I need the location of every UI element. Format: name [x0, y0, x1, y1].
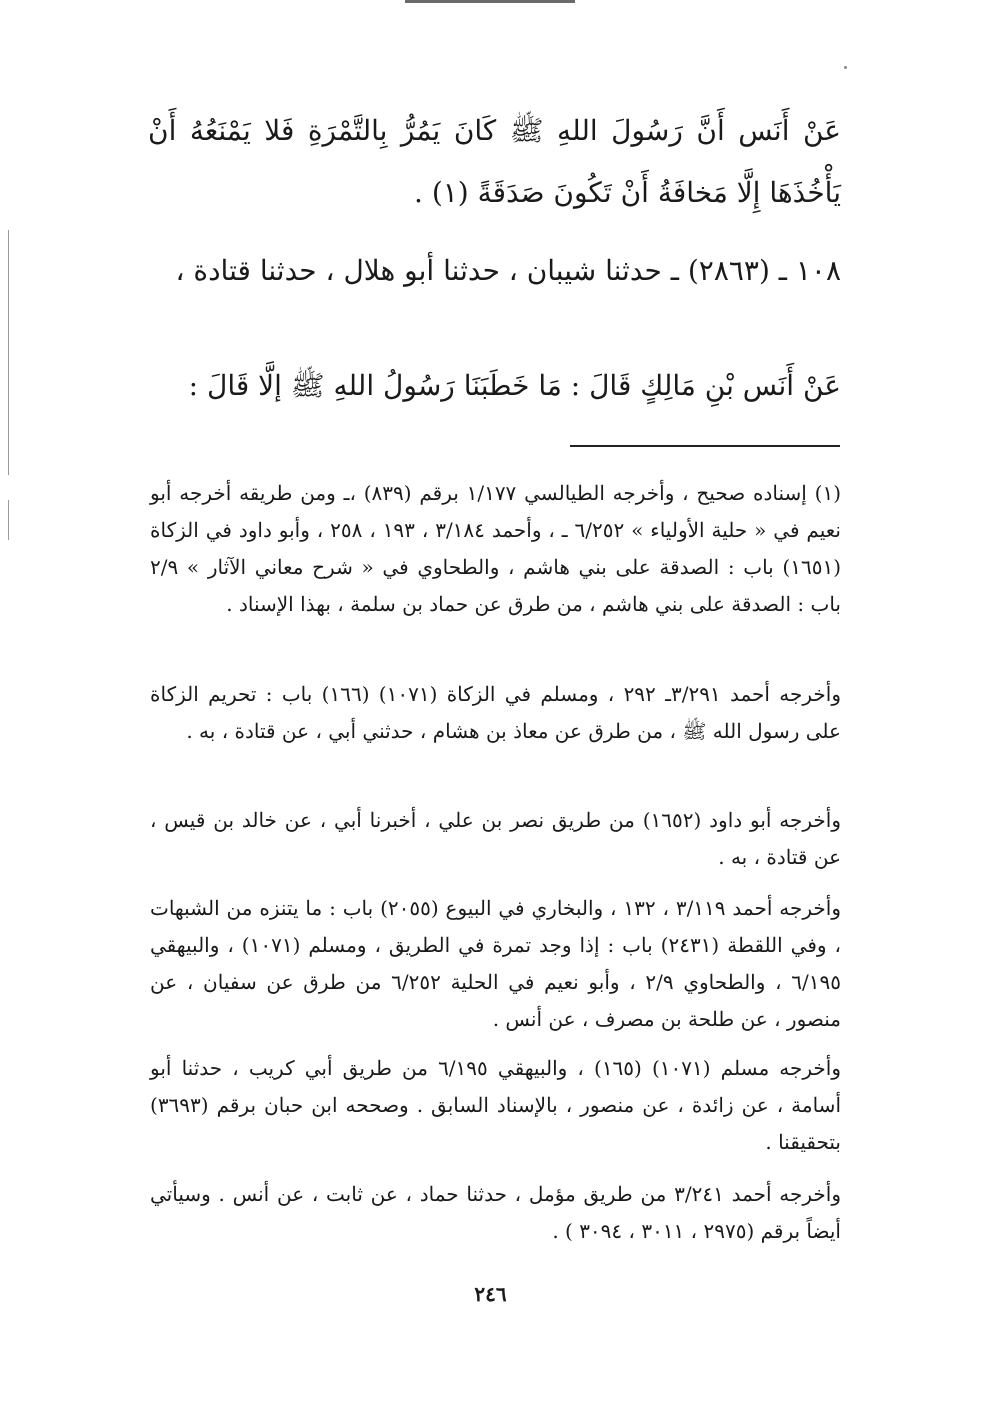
- hadith-chain-108: ١٠٨ ـ (٢٨٦٣) ـ حدثنا شيبان ، حدثنا أبو هلال ، حدثنا قتادة ،: [175, 254, 841, 287]
- page-number: ٢٤٦: [474, 1282, 507, 1306]
- footnote-paragraph: وأخرجه أحمد ٣/٢٩١ـ ٢٩٢ ، ومسلم في الزكاة (١٠٧١) (١٦٦) باب : تحريم الزكاة على رسول الله ﷺ ، من طرق عن معاذ بن هشام ، حدثني أبي ، عن قتادة ، به .: [150, 682, 841, 743]
- footnote-paragraph: وأخرجه أبو داود (١٦٥٢) من طريق نصر بن علي ، أخبرنا أبي ، عن خالد بن قيس ، عن قتادة ، به .: [150, 808, 841, 869]
- footnote-separator: [570, 445, 840, 447]
- footnote-paragraph-2: [150, 676, 841, 750]
- margin-line: [8, 500, 9, 540]
- footnote-paragraph: وأخرجه أحمد ٣/١١٩ ، ١٣٢ ، والبخاري في البيوع (٢٠٥٥) باب : ما يتنزه من الشبهات ، وفي اللقطة (٢٤٣١) باب : إذا وجد تمرة في الطريق ، ومسلم (١٠٧١) ، والبيهقي ٦/١٩٥ ، والطحاوي ٢/٩ ، وأبو نعيم في الحلية ٦/٢٥٢ من طرق عن سفيان ، عن منصور ، عن طلحة بن مصرف ، عن أنس .: [150, 896, 841, 1031]
- hadith-text-1: عَنْ أَنَس أَنَّ رَسُولَ اللهِ ﷺ كَانَ يَمُرُّ بِالتَّمْرَةِ فَلا يَمْنَعُهُ أَنْ يَأْخُذَهَا إِلَّا مَخافَةُ أَنْ تَكُونَ صَدَقَةً (١) .: [148, 114, 841, 209]
- footnote-paragraph: وأخرجه مسلم (١٠٧١) (١٦٥) ، والبيهقي ٦/١٩٥ من طريق أبي كريب ، حدثنا أبو أسامة ، عن زائدة ، عن منصور ، بالإسناد السابق . وصححه ابن حبان برقم (٣٦٩٣) بتحقيقنا .: [150, 1056, 841, 1154]
- scan-speck: [844, 66, 847, 69]
- footnote-paragraph: وأخرجه أحمد ٣/٢٤١ من طريق مؤمل ، حدثنا حماد ، عن ثابت ، عن أنس . وسيأتي أيضاً برقم (٢٩٧٥ ، ٣٠١١ ، ٣٠٩٤ ) .: [150, 1182, 841, 1243]
- footnote-paragraph: (١) إسناده صحيح ، وأخرجه الطيالسي ١/١٧٧ برقم (٨٣٩) ،ـ ومن طريقه أخرجه أبو نعيم في « حلية الأولياء » ٦/٢٥٢ ـ ، وأحمد ٣/١٨٤ ، ١٩٣ ، ٢٥٨ ، وأبو داود في الزكاة (١٦٥١) باب : الصدقة على بني هاشم ، والطحاوي في « شرح معاني الآثار » ٢/٩ باب : الصدقة على بني هاشم ، من طرق عن حماد بن سلمة ، بهذا الإسناد .: [150, 481, 842, 616]
- footnote-paragraph-3: [150, 802, 841, 876]
- hadith-text-2: عَنْ أَنَس بْنِ مَالِكٍ قَالَ : مَا خَطَبَنَا رَسُولُ اللهِ ﷺ إلَّا قَالَ :: [188, 369, 841, 402]
- margin-line: [8, 230, 9, 475]
- header-rule: [405, 0, 575, 3]
- footnote-paragraph-4: [150, 890, 841, 1038]
- footnote-paragraph-5: [150, 1050, 841, 1161]
- footnote-paragraph-6: [150, 1176, 841, 1250]
- footnote-1: [150, 475, 841, 623]
